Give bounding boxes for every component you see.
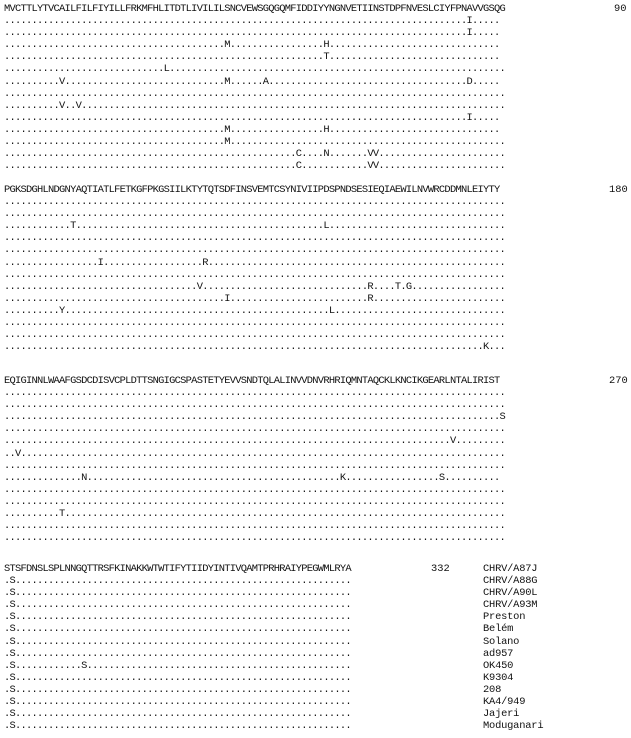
variant-sequence: ..........V..V.............................................................................	[4, 99, 505, 112]
strain-name: CHRV/A90L	[483, 587, 538, 600]
reference-sequence: STSFDNSLSPLNNGQTTRSFKINAKKWTWTIFYTIIDYINTIVQAMTPRHRAIYPEGWMLRYA	[4, 563, 351, 575]
variant-sequence: .S.............................................................	[4, 611, 351, 624]
variant-sequence: ...........................................................................................	[4, 387, 505, 400]
variant-sequence: ..V........................................................................................	[4, 447, 505, 460]
variant-sequence: ..........................................................................................S	[4, 411, 505, 424]
strain-name: CHRV/A87J	[483, 563, 538, 575]
reference-sequence: PGKSDGHLNDGNYAQTIATLFETKGFPKGSIILKTYTQTSDFINSVEMTCSYNIVIIPDSPNDSESIEQIAEWILNVWRCDDMNLEIYTY	[4, 184, 500, 196]
strain-name: K9304	[483, 671, 514, 684]
variant-sequence: ........................................M.................H...............................	[4, 39, 500, 52]
variant-sequence: ....................................................................................I.....	[4, 111, 500, 124]
strain-name: Jajeri	[483, 708, 520, 721]
variant-sequence: .S.............................................................	[4, 696, 351, 709]
variant-sequence: ..............N..............................................K.................S..........	[4, 471, 500, 484]
variant-sequence: .....................................................C....N.......VV.......................	[4, 148, 505, 161]
position-number: 270	[609, 375, 628, 387]
variant-sequence: ...........................................................................................	[4, 520, 505, 533]
strain-name: ad957	[483, 647, 514, 660]
variant-sequence: ...........................................................................................	[4, 232, 505, 245]
variant-sequence: ...........................................................................................	[4, 399, 505, 412]
variant-sequence: ...........................................................................................	[4, 483, 505, 496]
variant-sequence: ...........................................................................................	[4, 196, 505, 209]
variant-sequence: ........................................M.................H...............................	[4, 123, 500, 136]
variant-sequence: .S.............................................................	[4, 720, 351, 733]
variant-sequence: .S.............................................................	[4, 671, 351, 684]
strain-name: CHRV/A88G	[483, 575, 538, 588]
variant-sequence: ............T.............................................L................................	[4, 220, 505, 233]
variant-sequence: .....................................................C............VV.......................	[4, 160, 505, 173]
position-number: 180	[609, 184, 628, 196]
variant-sequence: .S.............................................................	[4, 575, 351, 588]
strain-name: Solano	[483, 635, 520, 648]
variant-sequence: .S.............................................................	[4, 599, 351, 612]
position-number: 332	[431, 563, 450, 575]
variant-sequence: .............................L.............................................................	[4, 63, 505, 76]
variant-sequence: ...........................................................................................	[4, 244, 505, 257]
variant-sequence: ...........................................................................................	[4, 423, 505, 436]
variant-sequence: ....................................................................................I.....	[4, 27, 500, 40]
variant-sequence: ..........V.............................M......A....................................D.....	[4, 75, 500, 88]
variant-sequence: ........................................M..................................................	[4, 136, 505, 149]
variant-sequence: .S.............................................................	[4, 587, 351, 600]
strain-name: CHRV/A93M	[483, 599, 538, 612]
variant-sequence: ...................................V..............................R....T.G.................	[4, 280, 505, 293]
variant-sequence: .S.............................................................	[4, 623, 351, 636]
variant-sequence: .S.............................................................	[4, 683, 351, 696]
variant-sequence: .S.............................................................	[4, 647, 351, 660]
strain-name: 208	[483, 683, 502, 696]
strain-name: Moduganari	[483, 720, 544, 733]
variant-sequence: ..........Y................................................L...............................	[4, 304, 505, 317]
variant-sequence: ...........................................................................................	[4, 495, 505, 508]
reference-sequence: EQIGINNLWAAFGSDCDISVCPLDTTSNGIGCSPASTETYEVVSNDTQLALINVVDNVRHRIQMNTAQCKLKNCIKGEARLNTALIRIST	[4, 375, 500, 387]
variant-sequence: ....................................................................................I.....	[4, 15, 500, 28]
variant-sequence: ...........................................................................................	[4, 317, 505, 330]
strain-name: Preston	[483, 611, 526, 624]
variant-sequence: .S.............................................................	[4, 635, 351, 648]
position-number: 90	[614, 3, 627, 15]
variant-sequence: .S............S................................................	[4, 659, 351, 672]
variant-sequence: ...........................................................................................	[4, 87, 505, 100]
variant-sequence: ...........................................................................................	[4, 329, 505, 342]
variant-sequence: ...........................................................................................	[4, 532, 505, 545]
variant-sequence: ..........T................................................................................	[4, 508, 505, 521]
variant-sequence: ...........................................................................................	[4, 268, 505, 281]
variant-sequence: .................I..................R......................................................	[4, 256, 505, 269]
variant-sequence: ..........................................................T...............................	[4, 51, 500, 64]
variant-sequence: .................................................................................V.........	[4, 435, 505, 448]
variant-sequence: .S.............................................................	[4, 708, 351, 721]
variant-sequence: .......................................................................................K...	[4, 341, 505, 354]
variant-sequence: ........................................I.........................R........................	[4, 292, 505, 305]
variant-sequence: ...........................................................................................	[4, 459, 505, 472]
strain-name: KA4/949	[483, 696, 526, 709]
variant-sequence: ...........................................................................................	[4, 208, 505, 221]
strain-name: OK450	[483, 659, 514, 672]
reference-sequence: MVCTTLYTVCAILFILFIYILLFRKMFHLITDTLIVILILSNCVEWSGQGQMFIDDIYYNGNVETIINSTDPFNVESLCIYFPNAVVGSQG	[4, 3, 505, 15]
strain-name: Belém	[483, 623, 514, 636]
